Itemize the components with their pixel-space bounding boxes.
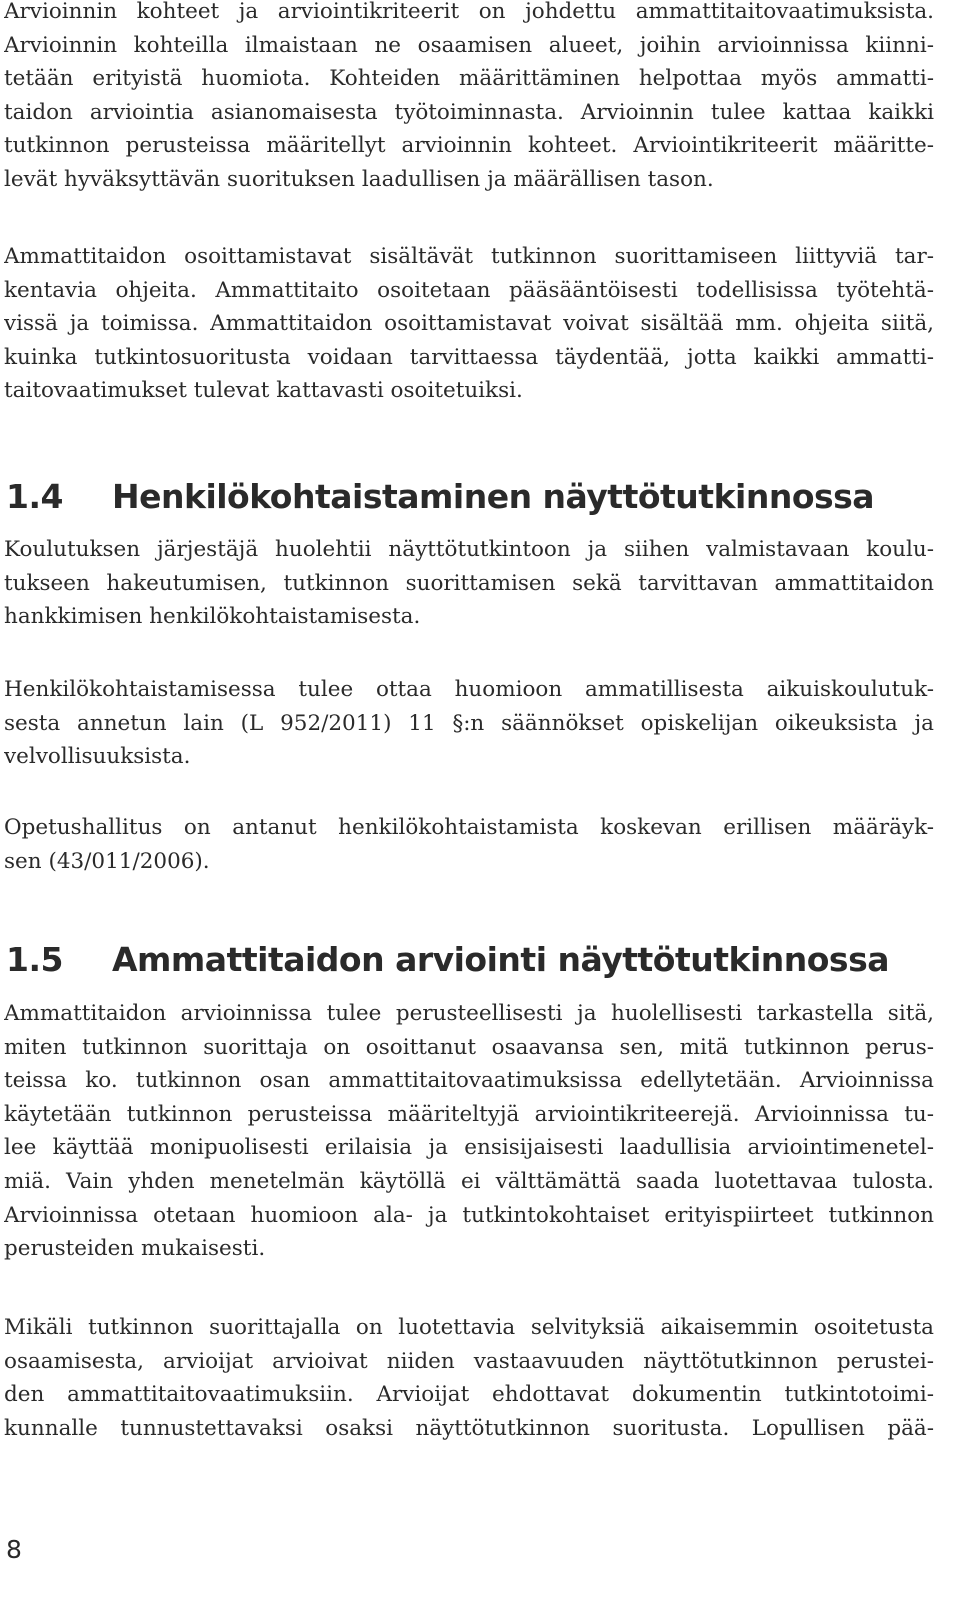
text-line: kentavia ohjeita. Ammattitaito osoitetaan pääsääntöisesti todellisissa työtehtä- [4,277,934,303]
text-line: tetään erityistä huomiota. Kohteiden määrittäminen helpottaa myös ammatti- [4,66,934,92]
text-line: Arvioinnissa otetaan huomioon ala- ja tutkintokohtaiset erityispiirteet tutkinnon [4,1202,934,1228]
text-line: kunnalle tunnustettavaksi osaksi näyttötutkinnon suoritusta. Lopullisen pää- [4,1415,934,1441]
paragraph-assessment-criteria [4,0,934,197]
text-line: kuinka tutkintosuoritusta voidaan tarvittaessa täydentää, jotta kaikki ammatti- [4,344,934,370]
text-line: Koulutuksen järjestäjä huolehtii näyttötutkintoon ja siihen valmistavaan koulu- [4,537,934,562]
text-line: sesta annetun lain (L 952/2011) 11 §:n säännökset opiskelijan oikeuksista ja [4,710,934,736]
text-line: hankkimisen henkilökohtaistamisesta. [4,604,421,630]
text-line: käytetään tutkinnon perusteissa määriteltyjä arviointikriteerejä. Arvioinnissa tu- [4,1101,934,1127]
section-title: Ammattitaidon arviointi näyttötutkinnossa [112,940,889,979]
text-line: tutkinnon perusteissa määritellyt arvioinnin kohteet. Arviointikriteerit määritte- [4,133,934,159]
text-line: vissä ja toimissa. Ammattitaidon osoittamistavat voivat sisältää mm. ohjeita siitä, [4,311,934,337]
text-line: miä. Vain yhden menetelmän käytöllä ei välttämättä saada luotettavaa tulosta. [4,1168,934,1194]
text-line: Ammattitaidon arvioinnissa tulee perusteellisesti ja huolellisesti tarkastella sitä, [4,1001,934,1026]
page-number: 8 [6,1535,22,1564]
text-line: Arvioinnin kohteet ja arviointikriteerit on johdettu ammattitaitovaatimuksista. [4,0,934,24]
text-line: perusteiden mukaisesti. [4,1236,266,1262]
text-line: Henkilökohtaistamisessa tulee ottaa huomioon ammatillisesta aikuiskoulutuk- [4,677,934,702]
text-line: taitovaatimukset tulevat kattavasti osoitetuiksi. [4,378,523,404]
section-number: 1.4 [6,477,63,516]
section-number: 1.5 [6,940,63,979]
paragraph-personalisation-provider [4,533,934,634]
text-line: teissa ko. tutkinnon osan ammattitaitovaatimuksissa edellytetään. Arvioinnissa [4,1068,934,1094]
text-line: levät hyväksyttävän suorituksen laadullisen ja määrällisen tason. [4,166,714,192]
text-line: miten tutkinnon suorittaja on osoittanut osaavansa sen, mitä tutkinnon perus- [4,1034,934,1060]
text-line: lee käyttää monipuolisesti erilaisia ja ensisijaisesti laadullisia arviointimenetel- [4,1135,934,1161]
section-heading-1-4 [6,477,934,521]
section-title: Henkilökohtaistaminen näyttötutkinnossa [112,477,875,516]
text-line: tukseen hakeutumisen, tutkinnon suorittamisen sekä tarvittavan ammattitaidon [4,570,934,596]
text-line: velvollisuuksista. [4,744,191,770]
paragraph-national-board-regulation [4,811,934,878]
text-line: Opetushallitus on antanut henkilökohtaistamista koskevan erillisen määräyk- [4,815,934,840]
text-line: taidon arviointia asianomaisesta työtoiminnasta. Arvioinnin tulee kattaa kaikki [4,99,934,125]
paragraph-demonstration-methods [4,240,934,408]
text-line: den ammattitaitovaatimuksiin. Arvioijat ehdottavat dokumentin tutkintotoimi- [4,1382,934,1408]
paragraph-personalisation-law [4,673,934,774]
section-heading-1-5 [6,940,934,984]
text-line: Ammattitaidon osoittamistavat sisältävät tutkinnon suorittamiseen liittyviä tar- [4,244,934,269]
text-line: osaamisesta, arvioijat arvioivat niiden vastaavuuden näyttötutkinnon perustei- [4,1348,934,1374]
text-line: Arvioinnin kohteilla ilmaistaan ne osaamisen alueet, joihin arvioinnissa kiinni- [4,32,934,58]
text-line: Mikäli tutkinnon suorittajalla on luotettavia selvityksiä aikaisemmin osoitetusta [4,1315,934,1340]
paragraph-prior-learning [4,1311,934,1445]
text-line: sen (43/011/2006). [4,848,210,874]
paragraph-skill-assessment [4,997,934,1266]
